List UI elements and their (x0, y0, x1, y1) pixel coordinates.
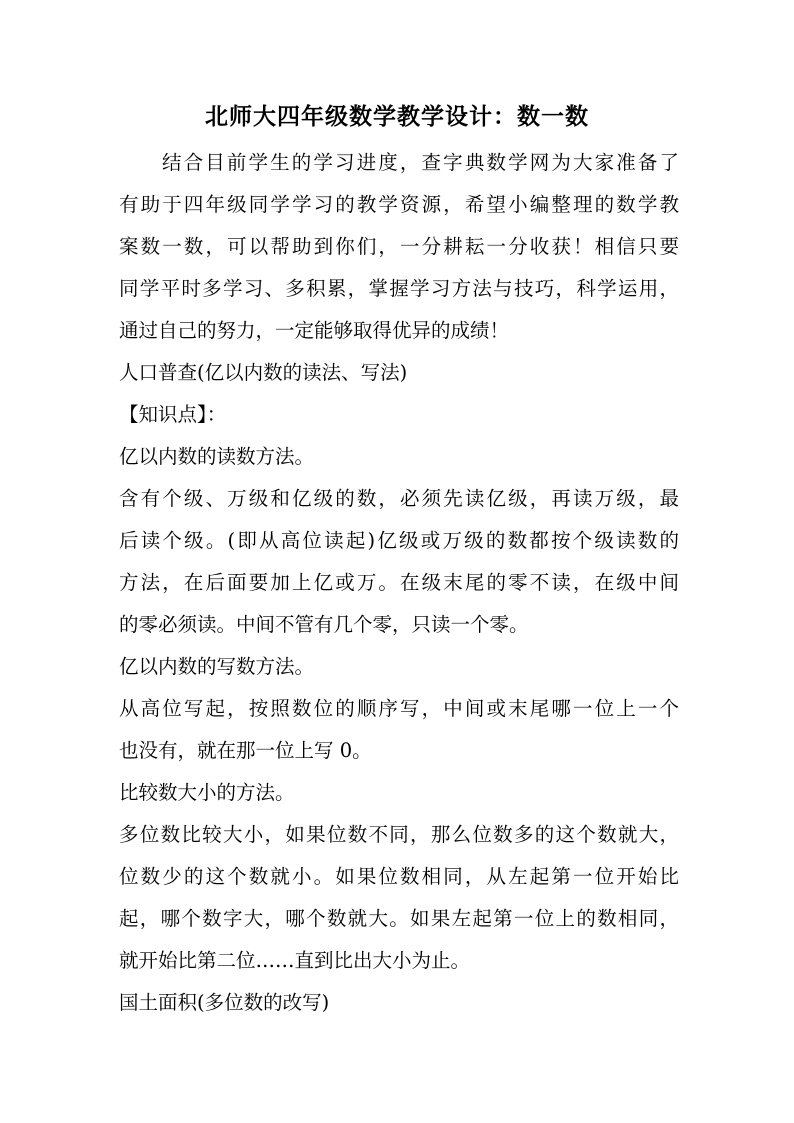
reading-method-heading: 亿以内数的读数方法。 (119, 445, 315, 468)
reading-rule-line-1: 含有个级、万级和亿级的数，必须先读亿级，再读万级，最 (119, 487, 679, 510)
knowledge-point-label: 【知识点】： (119, 403, 227, 426)
reading-rule-line-3: 方法，在后面要加上亿或万。在级末尾的零不读，在级中间 (119, 571, 679, 594)
section-heading-land-area: 国土面积(多位数的改写) (119, 991, 330, 1014)
document-title: 北师大四年级数学教学设计：数一数 (205, 104, 589, 130)
paragraph-line-4: 同学平时多学习、多积累，掌握学习方法与技巧，科学运用， (119, 277, 679, 300)
reading-rule-line-4: 的零必须读。中间不管有几个零，只读一个零。 (119, 613, 529, 636)
paragraph-line-3: 案数一数，可以帮助到你们，一分耕耘一分收获！相信只要 (119, 235, 679, 258)
paragraph-line-1: 结合目前学生的学习进度，查字典数学网为大家准备了 (162, 151, 679, 174)
compare-rule-line-3: 起，哪个数字大，哪个数就大。如果左起第一位上的数相同， (119, 907, 679, 930)
compare-rule-line-2: 位数少的这个数就小。如果位数相同，从左起第一位开始比 (119, 865, 679, 888)
compare-rule-line-1: 多位数比较大小，如果位数不同，那么位数多的这个数就大， (119, 823, 679, 846)
compare-method-heading: 比较数大小的方法。 (119, 781, 295, 804)
paragraph-line-5: 通过自己的努力，一定能够取得优异的成绩！ (119, 319, 510, 342)
writing-rule-line-1: 从高位写起，按照数位的顺序写，中间或末尾哪一位上一个 (119, 697, 679, 720)
compare-rule-line-4: 就开始比第二位……直到比出大小为止。 (119, 949, 471, 972)
writing-rule-line-2: 也没有，就在那一位上写 0。 (119, 739, 372, 762)
writing-method-heading: 亿以内数的写数方法。 (119, 655, 315, 678)
reading-rule-line-2: 后读个级。(即从高位读起)亿级或万级的数都按个级读数的 (119, 529, 679, 552)
paragraph-line-2: 有助于四年级同学学习的教学资源，希望小编整理的数学教 (119, 193, 679, 216)
section-heading-census: 人口普查(亿以内数的读法、写法) (119, 361, 408, 384)
